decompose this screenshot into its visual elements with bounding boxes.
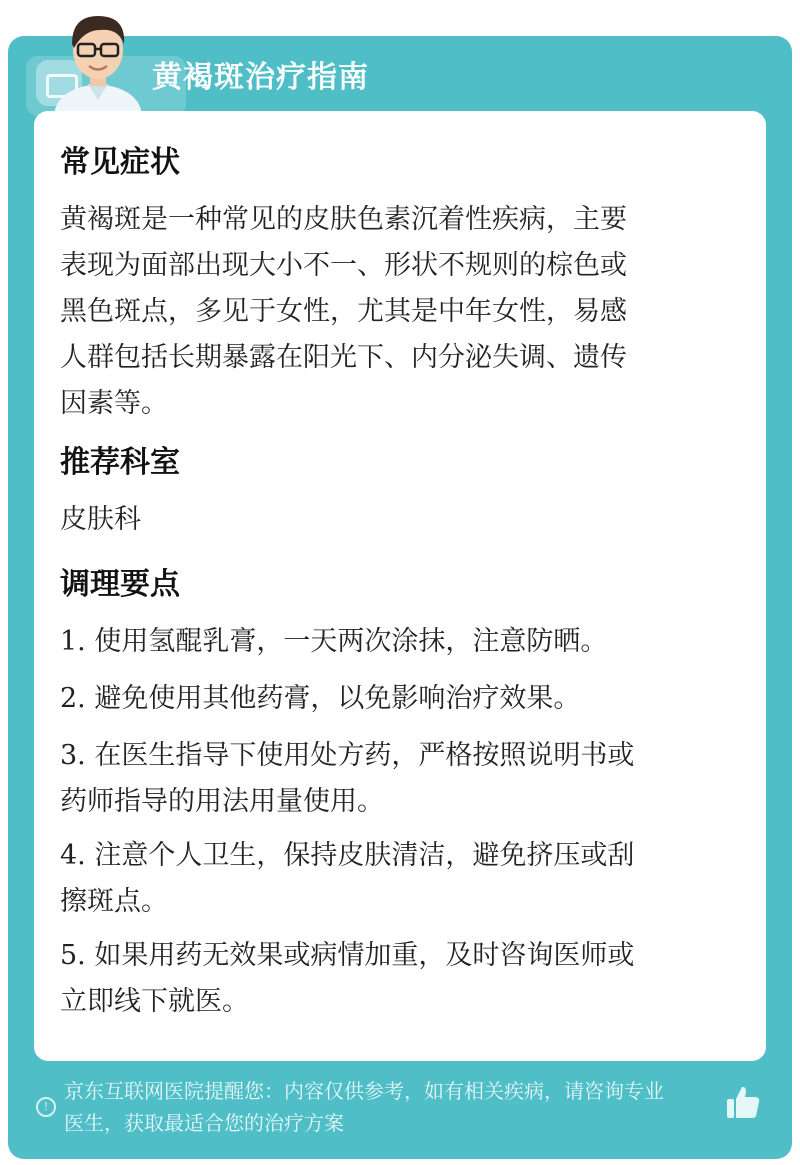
care-item-number: 4. bbox=[60, 840, 86, 871]
symptoms-line: 表现为面部出现大小不一、形状不规则的棕色或 bbox=[60, 250, 627, 281]
symptoms-line: 因素等。 bbox=[60, 388, 168, 419]
care-item-line: 立即线下就医。 bbox=[60, 986, 249, 1017]
care-item-5 bbox=[60, 933, 732, 1025]
care-item-number: 1. bbox=[60, 626, 86, 657]
care-item-4 bbox=[60, 833, 732, 925]
symptoms-line: 人群包括长期暴露在阳光下、内分泌失调、遗传 bbox=[60, 342, 627, 373]
disclaimer-text bbox=[64, 1075, 724, 1139]
care-item-number: 2. bbox=[60, 683, 86, 714]
care-item-line: 避免使用其他药膏，以免影响治疗效果。 bbox=[94, 683, 581, 714]
doctor-avatar bbox=[44, 4, 152, 114]
symptoms-line: 黄褐斑是一种常见的皮肤色素沉着性疾病，主要 bbox=[60, 204, 627, 235]
symptoms-text bbox=[60, 197, 732, 427]
content-card bbox=[34, 111, 766, 1061]
care-item-line: 在医生指导下使用处方药，严格按照说明书或 bbox=[94, 740, 635, 771]
symptoms-title: 常见症状 bbox=[60, 145, 180, 180]
care-item-line: 使用氢醌乳膏，一天两次涂抹，注意防晒。 bbox=[94, 626, 608, 657]
department-text: 皮肤科 bbox=[60, 504, 141, 535]
disclaimer-line: 医生，获取最适合您的治疗方案 bbox=[64, 1111, 344, 1135]
care-title: 调理要点 bbox=[60, 567, 180, 602]
care-item-line: 如果用药无效果或病情加重，及时咨询医师或 bbox=[94, 940, 635, 971]
info-icon: ! bbox=[36, 1097, 56, 1117]
care-item-line: 药师指导的用法用量使用。 bbox=[60, 786, 384, 817]
symptoms-line: 黑色斑点，多见于女性，尤其是中年女性，易感 bbox=[60, 296, 627, 327]
care-item-3 bbox=[60, 733, 732, 825]
page-title: 黄褐斑治疗指南 bbox=[152, 60, 369, 95]
care-item-number: 5. bbox=[60, 940, 86, 971]
care-item-1 bbox=[60, 619, 732, 665]
care-item-line: 注意个人卫生，保持皮肤清洁，避免挤压或刮 bbox=[94, 840, 635, 871]
care-item-line: 擦斑点。 bbox=[60, 886, 168, 917]
disclaimer-line: 京东互联网医院提醒您：内容仅供参考，如有相关疾病，请咨询专业 bbox=[64, 1079, 664, 1103]
care-item-2 bbox=[60, 676, 732, 722]
department-title: 推荐科室 bbox=[60, 445, 180, 480]
care-item-number: 3. bbox=[60, 740, 86, 771]
thumbs-up-icon[interactable] bbox=[726, 1084, 760, 1120]
